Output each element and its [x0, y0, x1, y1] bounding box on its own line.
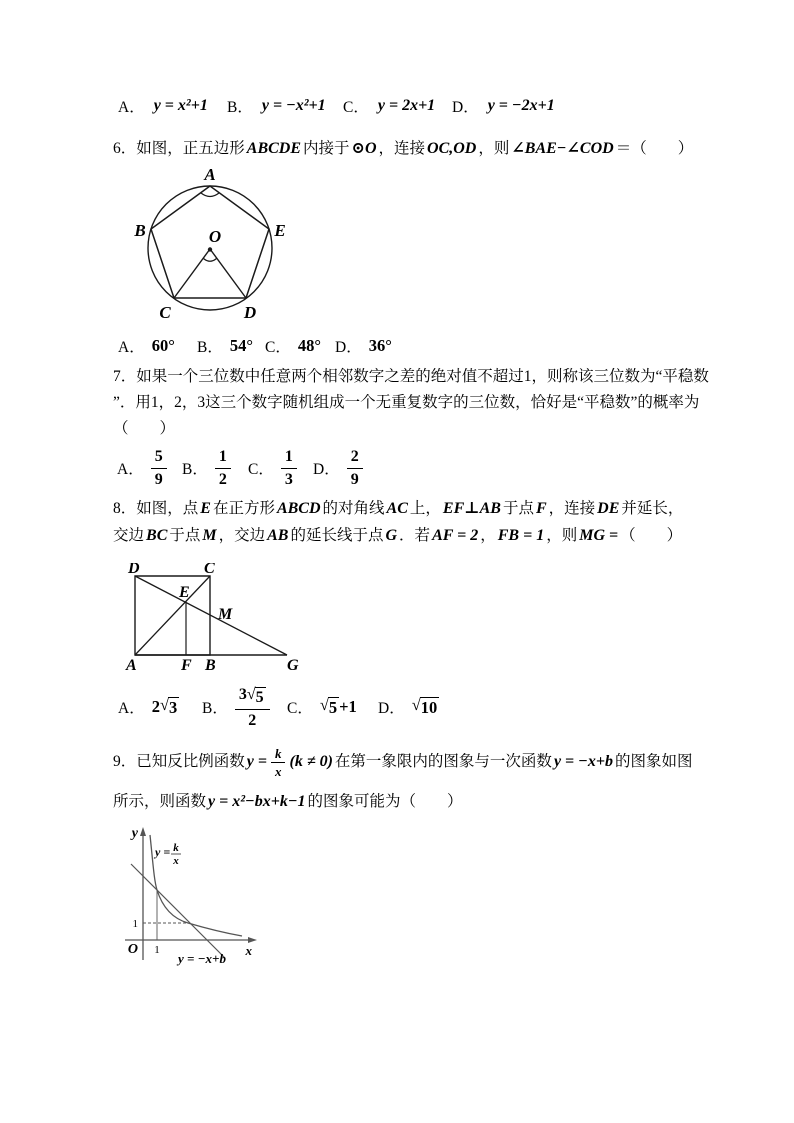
label-M: M: [218, 606, 233, 623]
radicand: 5: [328, 698, 338, 717]
label-A: A: [126, 657, 137, 674]
hyperbola-label-pre: y =: [155, 845, 171, 859]
q6-stem-text: 6．如图，正五边形: [113, 140, 245, 157]
q9-stem-text: 9．已知反比例函数: [113, 753, 245, 770]
coefficient: 3: [238, 685, 247, 703]
sqrt-expression: [412, 697, 440, 717]
q8-stem-math: M: [202, 527, 217, 544]
q9-stem-math: y = −x+b: [553, 753, 613, 770]
radicand: 10: [420, 698, 438, 718]
fraction: [235, 686, 270, 729]
q9-stem-text: 所示，则函数: [113, 793, 207, 810]
fraction-numerator: 2: [347, 448, 363, 469]
angle-arc-O: [204, 259, 217, 262]
q9-stem-text: 的图象可能为（ ）: [307, 793, 463, 810]
option-value: 54°: [229, 336, 253, 355]
q6-stem-text: ，连接: [378, 140, 426, 157]
q7-options-row: [0, 442, 794, 494]
fraction-numerator: [235, 686, 270, 710]
q8-option-d: [378, 681, 439, 733]
fraction: [347, 448, 363, 488]
fraction-denominator: x: [274, 763, 282, 779]
q6-stem-text: 内接于: [303, 140, 350, 157]
q8-option-c: [287, 681, 357, 733]
fraction-denominator: 9: [154, 471, 163, 488]
tick-x-1: 1: [154, 944, 160, 956]
hyperbola-label-den: x: [173, 855, 179, 867]
label-B: B: [205, 657, 216, 674]
fraction-denominator: 3: [284, 471, 293, 488]
q7-option-a: [117, 442, 167, 494]
label-G: G: [287, 657, 299, 674]
x-axis-label: x: [245, 943, 252, 958]
option-label: A．: [118, 700, 145, 717]
hyperbola-label-num: k: [173, 842, 179, 854]
radicand: 3: [169, 698, 178, 717]
q9-stem-text: 在第一象限内的图象与一次函数: [334, 753, 552, 770]
option-label: A．: [118, 339, 145, 356]
fraction-numerator: 1: [281, 448, 297, 469]
sqrt-expression: [160, 697, 179, 717]
q8-stem-text: 于点: [502, 500, 534, 517]
option-label: D．: [378, 700, 405, 717]
q6-stem-text: ＝（ ）: [615, 140, 694, 157]
q8-stem-text: ，则: [546, 527, 578, 544]
q6-option-d: [335, 334, 392, 358]
q8-stem-math: FB = 1: [497, 527, 545, 544]
q8-stem-text: 于点: [169, 527, 201, 544]
option-label: C．: [287, 700, 313, 717]
inline-fraction: [271, 747, 286, 778]
fraction: [151, 448, 167, 488]
q8-stem-text: ，: [480, 527, 496, 544]
q8-stem-text: ．若: [399, 527, 431, 544]
q5-option-a: [118, 93, 210, 119]
q9-stem-math: y =: [246, 753, 267, 770]
q8-stem-math: EF⊥AB: [442, 500, 501, 517]
coefficient: 2: [151, 697, 160, 716]
option-value: [152, 697, 180, 717]
q7-line-3: （ ）: [113, 420, 176, 437]
fraction-numerator: k: [271, 747, 286, 763]
angle-arc-A: [201, 193, 219, 197]
q8-stem-text: ，交边: [218, 527, 266, 544]
label-D: D: [128, 563, 140, 577]
origin-label: O: [127, 942, 138, 957]
label-C: C: [159, 303, 171, 322]
q6-option-c: [265, 334, 321, 358]
option-formula: y = −x²+1: [261, 97, 326, 114]
fraction: [281, 448, 297, 488]
segment-OD: [210, 249, 246, 298]
q6-stem-math: ABCDE: [246, 140, 302, 157]
label-E: E: [179, 584, 190, 601]
q8-option-b: [202, 681, 270, 733]
q6-stem-math: ⊙O: [351, 140, 377, 157]
fraction-denominator: 9: [350, 471, 359, 488]
q8-stem-text: 的延长线于点: [290, 527, 384, 544]
option-label: D．: [452, 99, 479, 116]
q7-option-c: [248, 442, 297, 494]
y-axis-arrow: [140, 827, 146, 836]
q8-stem-math: G: [385, 527, 398, 544]
fraction-numerator: 5: [151, 448, 167, 469]
fraction-denominator: 2: [248, 711, 257, 729]
y-axis-label: y: [131, 826, 138, 841]
option-label: A．: [117, 461, 144, 478]
option-label: B．: [182, 461, 208, 478]
q5-option-d: [452, 93, 557, 119]
q9-line-1: [113, 744, 692, 780]
sqrt-symbol: √: [159, 695, 170, 714]
option-value: 36°: [368, 336, 392, 355]
option-label: C．: [343, 99, 369, 116]
diagonal-AC: [135, 576, 210, 655]
sqrt-symbol: √: [319, 695, 329, 714]
q6-options-row: [0, 334, 794, 358]
option-label: D．: [313, 461, 340, 478]
label-F: F: [181, 657, 192, 674]
q8-figure-square: [120, 563, 320, 678]
option-value: 60°: [151, 336, 175, 355]
q5-options-row: [0, 93, 794, 119]
q8-options-row: [0, 681, 794, 733]
q6-stem-math: OC,OD: [427, 140, 477, 157]
q7-line-1: 7．如果一个三位数中任意两个相邻数字之差的绝对值不超过1，则称该三位数为“平稳数: [113, 368, 709, 385]
option-value: [320, 697, 357, 717]
option-label: B．: [202, 700, 228, 717]
option-label: C．: [265, 339, 291, 356]
center-dot: [208, 247, 212, 251]
tick-y-1: 1: [132, 918, 138, 930]
option-value: 48°: [297, 336, 321, 355]
q6-figure-pentagon: [113, 164, 313, 326]
q9-stem-text: 的图象如图: [614, 753, 693, 770]
label-D: D: [243, 303, 257, 322]
q8-stem-math: F: [535, 500, 547, 517]
sqrt-symbol: √: [246, 685, 256, 703]
fraction: [215, 448, 231, 488]
fraction-denominator: 2: [218, 471, 227, 488]
q7-line-2: ”．用1，2，3这三个数字随机组成一个无重复数字的三位数，恰好是“平稳数”的概率为: [113, 394, 700, 411]
q8-line-2: [113, 526, 682, 546]
option-label: D．: [335, 339, 362, 356]
q7-option-d: [313, 442, 363, 494]
q9-line-2: [113, 792, 463, 812]
q8-stem-math: BC: [146, 527, 168, 544]
q6-stem-math: ∠BAE−∠COD: [511, 140, 614, 157]
option-formula: y = 2x+1: [377, 97, 436, 114]
q6-stem: [113, 139, 693, 159]
q8-stem-math: AB: [267, 527, 289, 544]
hyperbola-label: [153, 842, 181, 867]
label-C: C: [204, 563, 215, 577]
option-label: A．: [118, 99, 145, 116]
sqrt-expression: [320, 697, 339, 717]
q8-stem-text: 在正方形: [212, 500, 275, 517]
q6-option-b: [197, 334, 253, 358]
q5-option-b: [227, 93, 328, 119]
q8-stem-text: 上，: [409, 500, 441, 517]
sqrt-expression: [247, 687, 266, 706]
q6-stem-text: ，则: [478, 140, 510, 157]
sqrt-symbol: √: [411, 695, 421, 715]
q8-stem-math: E: [200, 500, 211, 517]
q8-stem-text: 的对角线: [322, 500, 385, 517]
segment-OC: [174, 249, 210, 298]
option-formula: y = −2x+1: [487, 97, 555, 114]
label-O: O: [208, 227, 222, 246]
q6-option-a: [118, 334, 175, 358]
q8-stem-math: ABCD: [276, 500, 321, 517]
option-value: [412, 697, 440, 717]
option-label: B．: [197, 339, 223, 356]
line-label: y = −x+b: [178, 951, 226, 966]
q8-stem-text: （ ）: [620, 527, 683, 544]
suffix: +1: [339, 697, 357, 716]
q9-figure-graph: [105, 823, 280, 973]
q9-stem-math: y = x²−bx+k−1: [208, 793, 306, 810]
segment-DG: [135, 576, 287, 655]
q8-stem-math: AF = 2: [432, 527, 479, 544]
q8-line-1: [113, 499, 683, 519]
q7-option-b: [182, 442, 231, 494]
q8-stem-text: ，连接: [548, 500, 596, 517]
q8-stem-math: DE: [597, 500, 620, 517]
q8-option-a: [118, 681, 179, 733]
q8-stem-text: 8．如图，点: [113, 500, 199, 517]
q8-stem-math: MG =: [579, 527, 619, 544]
linear-line: [131, 864, 225, 958]
fraction-numerator: 1: [215, 448, 231, 469]
label-E: E: [274, 221, 286, 240]
q8-stem-math: AC: [386, 500, 408, 517]
q9-stem-math: (k ≠ 0): [289, 753, 333, 770]
label-B: B: [134, 221, 146, 240]
option-label: B．: [227, 99, 253, 116]
option-formula: y = x²+1: [153, 97, 208, 114]
q8-stem-text: 并延长，: [621, 500, 684, 517]
option-label: C．: [248, 461, 274, 478]
q5-option-c: [343, 93, 437, 119]
q8-stem-text: 交边: [113, 527, 145, 544]
label-A: A: [204, 165, 216, 184]
radicand: 5: [255, 688, 264, 706]
